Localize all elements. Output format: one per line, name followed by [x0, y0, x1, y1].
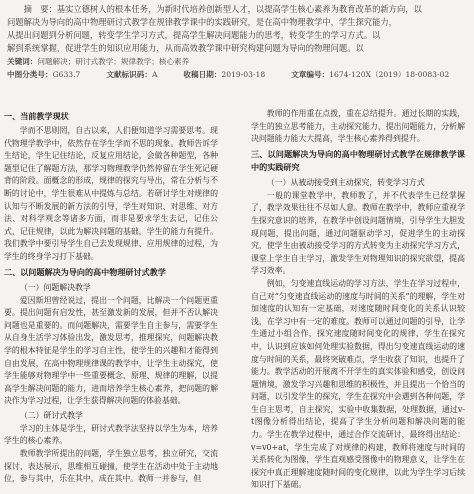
abstract-line: 从提出问题到分析问题，转变学生学习方式，提高学生解决问题能力的思考，转变学生的学习方式。以	[7, 30, 381, 40]
doc-code-label: 文献标识码：	[106, 70, 152, 79]
keywords-label: 关键词：	[7, 57, 38, 66]
classification-row	[7, 68, 467, 81]
article-no-label: 文章编号：	[291, 70, 330, 79]
left-column	[4, 108, 218, 486]
paragraph: 爱因斯坦曾经说过，提出一个问题，比解决一个问题更重要。提出问题有启发性，甚至激发新的发展，但并不否认解决问题也是重要的。而问题解决，需要学生自主参与，需要学生从自身生活学习体验出发，激发思考，推理探究，问题解决教学的根本特征是学生的学习自主性，使学生的兴趣和才能得到自由发展，在高中物理规律课的教学中，让学生主动探究，使学生能够对物理学中一些重要概念、原理、规律的理解，以提高学生解决问题的能力，进而培养学生核心素养，把问题的解决作为学习过程，让学生获得解决问题的体验基础。	[4, 295, 218, 406]
abstract-line: 摘 要：基实立德树人的根本任务，为新时代培养创新型人才，以提高学生核心素养为教育改革的新方向，以	[23, 4, 422, 14]
doc-code-value: A	[151, 70, 158, 79]
section-heading: 二、以问题解决为导向的高中物理研讨式教学	[4, 266, 166, 277]
section-heading: 三、以问题解决为导向的高中物理研讨式教学在规律教学课中的实践研究	[251, 148, 465, 172]
paragraph: 例如，匀变速直线运动的学习方法，学生在学习过程中，自己对“匀变速直线运动的速度与时间的关系”的理解，学生对加速度的认知有一定基础，对速度随时间变化的关系认识较浅，在学习中有一定的难度。教师可以通过问题的引导，让学生通过小组合作，探究速度随时间变化的规律，学生在探究中，认识到应该如何处理实验数据，得出匀变速直线运动的速度与时间的关系，最终突破难点，学生收获了知识，也提升了能力。教学活动的开展离不开学生的真实体验和感受，创设问题情境，激发学习兴趣和思维的积极性，并且提出一个恰当的问题，以引发学生的探究，学生在探究中会遇到各种问题，学生自主思考，自主探究，实验中收集数据，处理数据，通过v-t图像分析得出结论，提高了学生分析问题和解决问题的能力。学生在教学过程中，通过合作交流研讨，最终得出结论：v=v0+at，学生完成了对规律的构建，教师将速度与时间的关系转化为图像，学生直观感受图像中的物理意义，让学生在探究中真正理解速度随时间的变化规律，以此为学生学习后续知识打下基础。	[251, 278, 465, 490]
received-date: 2019-03-18	[221, 70, 266, 79]
paragraph: 教师教学所提出的问题，学生独立思考，独立研究，交流探讨，表达展示，思维相互碰撞，使学生在活动中处于主动地位，参与其中，乐在其中，成在其中。教师一并参与，但	[4, 449, 218, 484]
section-heading: 一、当前教学现状	[4, 111, 69, 121]
paragraph: 一般的课堂教学中，教师教了，并不代表学生已经掌握了，教学效果往往不尽如人意。教师在教学中，教师应重视学生探究意识的培养，在教学中创设问题情境，引导学生大胆发现问题，提出问题，通过问题驱动学习，促进学生的主动探究，使学生由被动接受学习的方式转变为主动探究学习方式，课堂上学生自主学习，激发学生对物理知识的探究欲望，提高学习效率。	[251, 190, 465, 276]
keywords: 问题解决；研讨式教学；规律教学；核心素养	[37, 57, 190, 66]
right-column	[251, 108, 465, 492]
subsection-heading: （一）从被动接受到主动探究，转变学习方式	[266, 177, 425, 187]
keywords-row	[7, 55, 467, 68]
paragraph: 学习的主体是学生，研讨式教学法坚持以学生为本，培养学生的核心素养。	[4, 423, 218, 446]
clc-label: 中图分类号：	[7, 70, 53, 79]
article-no: 1674-120X（2019）18-0083-02	[329, 70, 450, 79]
abstract	[7, 3, 463, 55]
abstract-line: 解到系统掌握，促进学生的知识应用能力，从而高效教学课中研究构建问题为导向的物理问题。以	[7, 43, 364, 53]
paragraph: 教师的作用重在点拨，重在总结提升。通过长期的实践，学生的独立思考能力，主动探究能力，提出问题能力，分析解决问题能力能大大提高，学生核心素养得到提升。	[251, 109, 465, 144]
article-metadata	[7, 55, 467, 81]
clc-value: G633.7	[52, 70, 81, 79]
paragraph: 学而不思则罔，自古以来，人们便知道学习需要思考。现代物理学教学中，依然存在学生学而不思的现象。教师告诉学生结论，学生记住结论，反复应用结论，会做各种题型，各种题型记住了解题方法，那学习物理教学仍然停留在学生死记硬背的阶段。面概念的形成，规律的探究与导出，常在分析与不断的讨论中，学生很难从中提炼与总结。若研讨学生对规律的认知与不断发展的新方法的引导，学生对知识、对思维、对方法、对科学观念等诸多方面，而非是要求学生去记，记住公式、记住规律，以此为解决问题的基础，学生的能力有提升。我们教学中要引导学生自己去发现规律、应用规律的过程，为学生的终身学习打下基础。	[4, 126, 218, 261]
received-label: 收稿日期：	[183, 70, 222, 79]
subsection-heading: （一）问题解决教学	[19, 282, 91, 292]
subsection-heading: （二）研讨式教学	[19, 410, 83, 420]
abstract-line: 问题解决为导向的高中物理研讨式教学在规律教学课中的实践研究，是在高中物理教学中，学生探究能力，	[7, 17, 397, 27]
